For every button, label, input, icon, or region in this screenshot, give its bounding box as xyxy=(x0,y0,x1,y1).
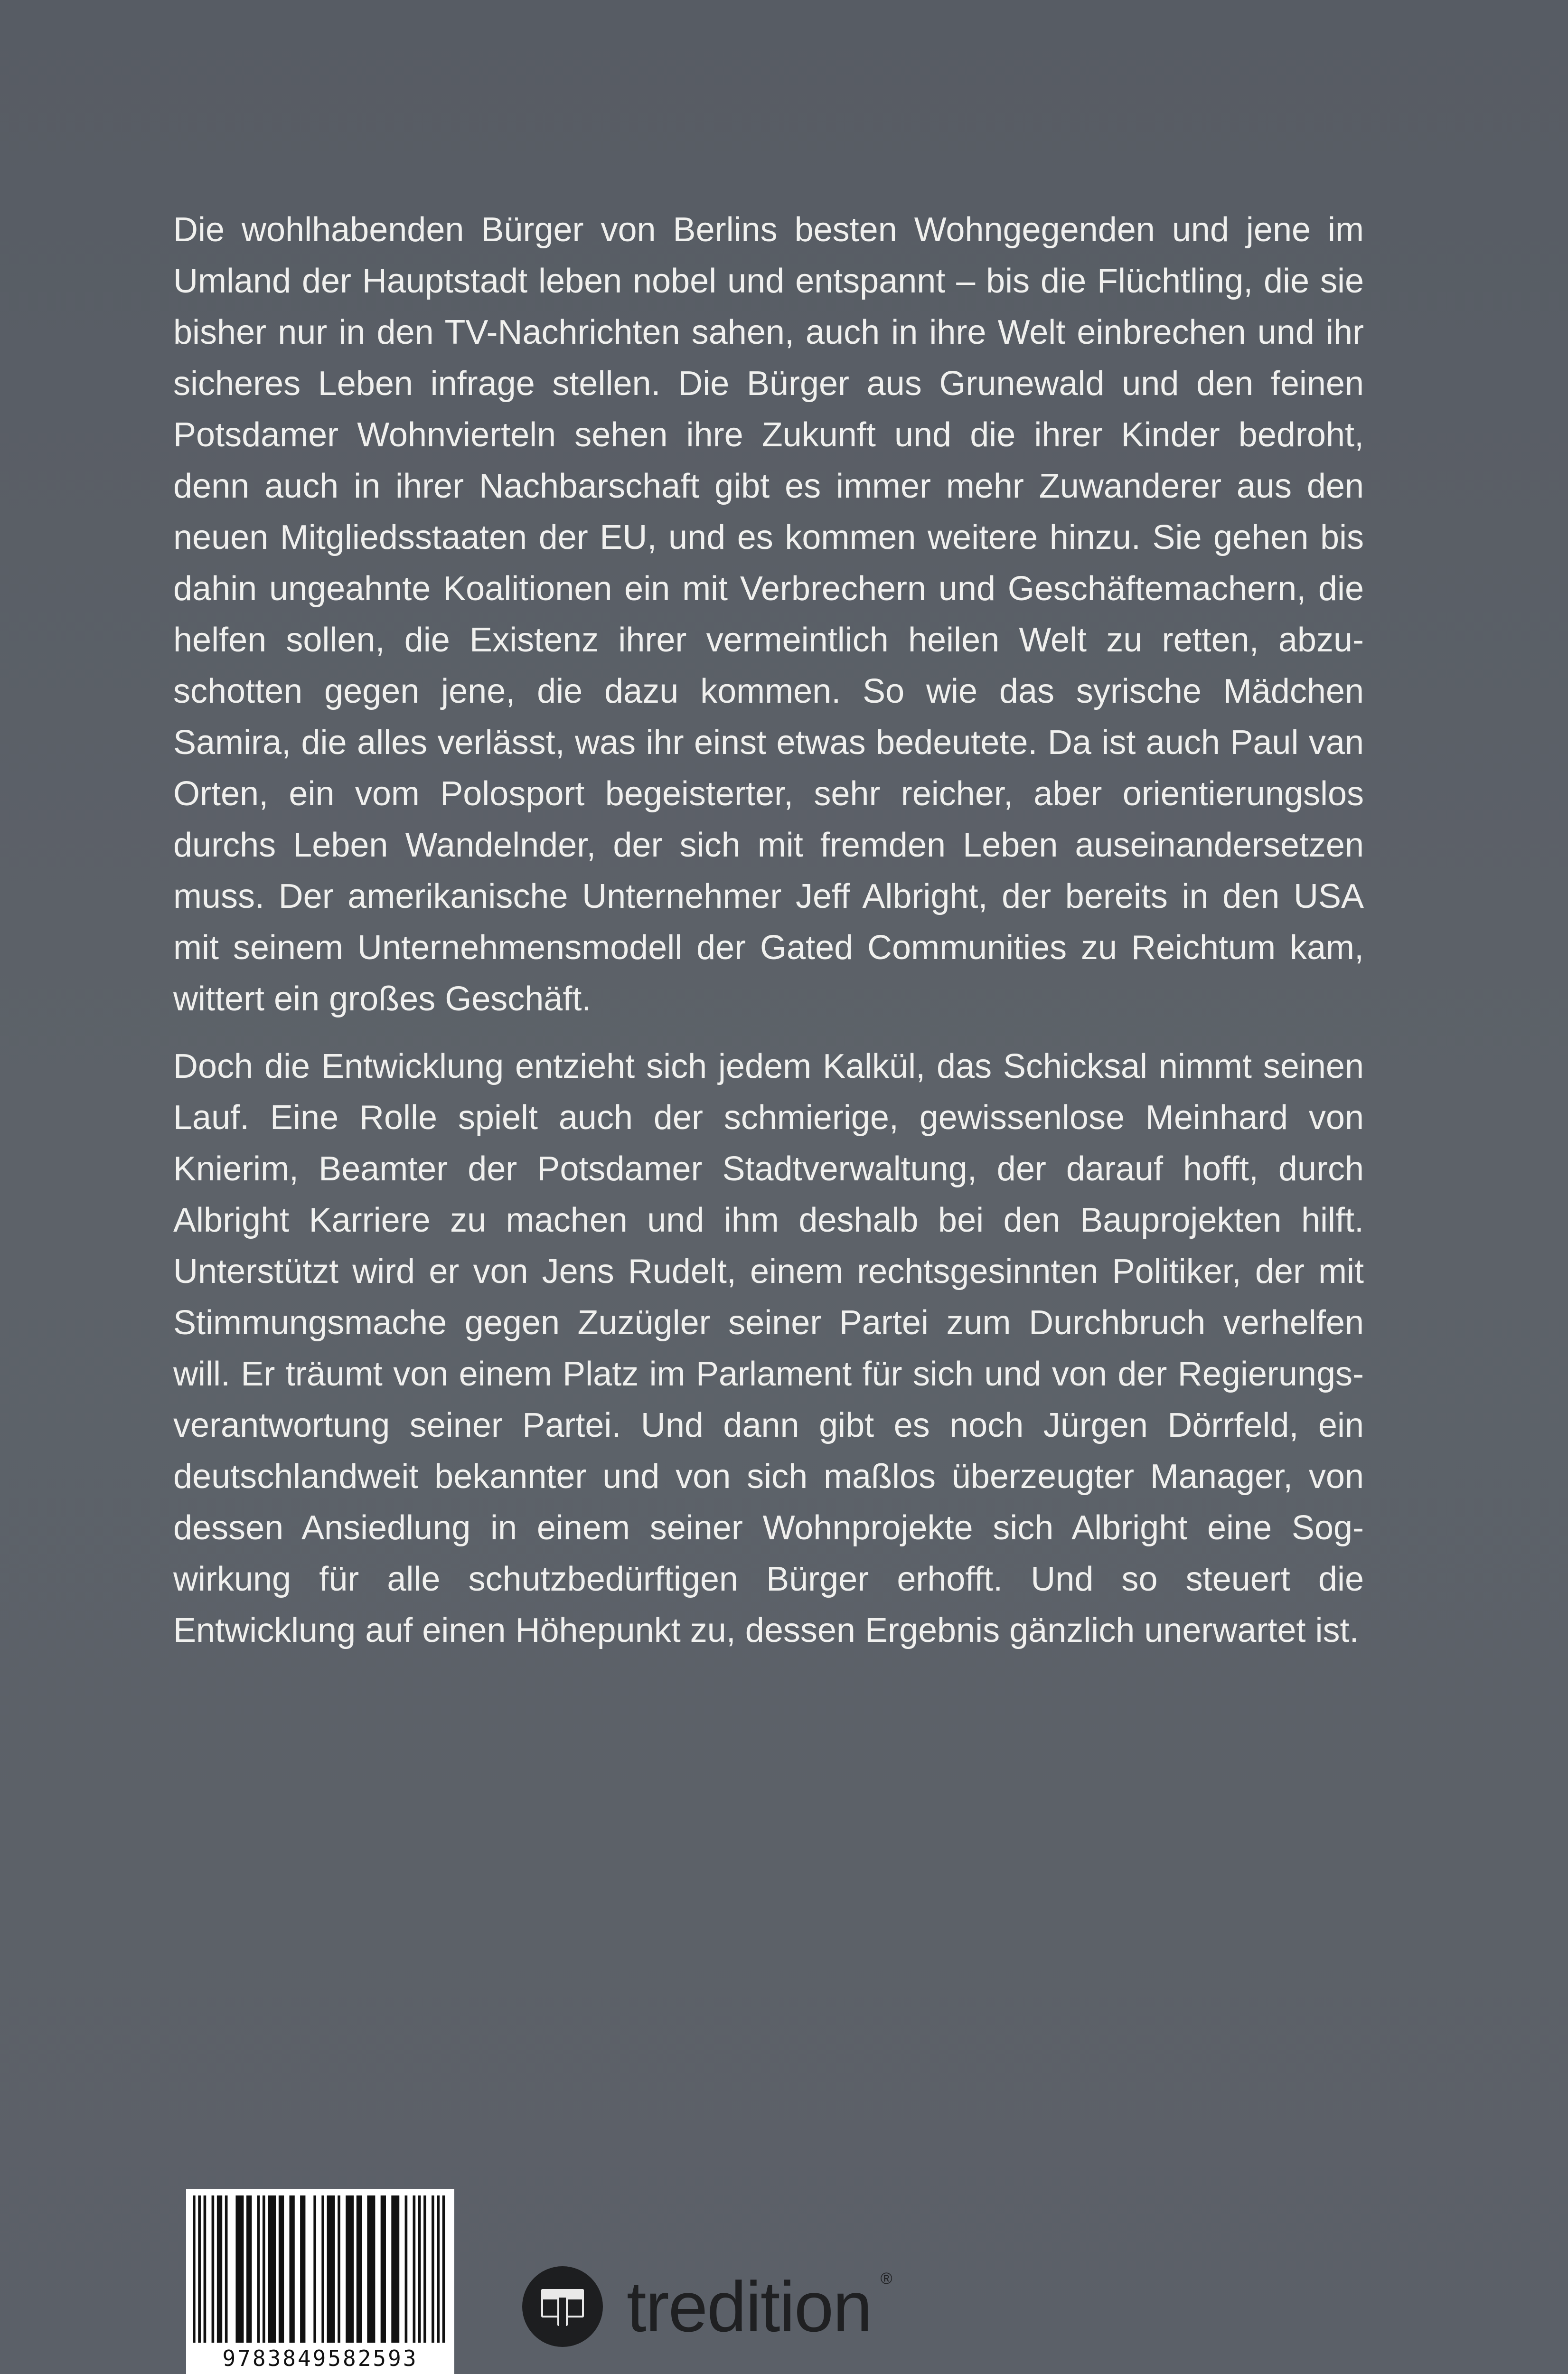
barcode-bars xyxy=(193,2195,448,2343)
barcode-bar xyxy=(198,2195,201,2343)
barcode-bar xyxy=(413,2195,416,2343)
blurb-paragraph-2: Doch die Entwicklung entzieht sich jedem Kalkül, das Schicksal nimmt seinen Lauf. Eine Rolle spielt auch der schmierige, gewissenlose Meinhard von Knierim, Beamter der Potsdamer Stadtverwaltung, der darauf hofft, durch Albright Karriere zu machen und ihm deshalb bei den Bauprojekten hilft. Unterstützt wird er von Jens Rudelt, einem rechtsgesinnten Politiker, der mit Stimmungsmache gegen Zuzügler seiner Partei zum Durchbruch verhelfen will. Er träumt von einem Platz im Parlament für sich und von der Regierungsverantwortung seiner Partei. Und dann gibt es noch Jürgen Dörrfeld, ein deutschlandweit bekannter und von sich maßlos überzeugter Manager, von dessen Ansiedlung in einem seiner Wohnprojekte sich Albright eine Sogwirkung für alle schutzbedürftigen Bürger erhofft. Und so steuert die Entwicklung auf einen Höhepunkt zu, dessen Ergebnis gänzlich unerwartet ist. xyxy=(173,1047,1364,1649)
barcode-bar xyxy=(204,2195,207,2343)
blurb-text xyxy=(173,204,1364,1672)
barcode-bar xyxy=(279,2195,284,2343)
barcode-bar xyxy=(313,2195,316,2343)
publisher-logo xyxy=(522,2264,892,2349)
barcode-bar xyxy=(300,2195,305,2343)
barcode-bar xyxy=(321,2195,324,2343)
barcode-bar xyxy=(432,2195,434,2343)
barcode-bar xyxy=(217,2195,222,2343)
blurb-paragraph-1: Die wohlhabenden Bürger von Berlins besten Wohngegenden und jene im Umland der Hauptstadt leben nobel und entspannt – bis die Flüchtling, die sie bisher nur in den TV-Nachrichten sahen, auch in ihre Welt einbrechen und ihr sicheres Leben infrage stellen. Die Bürger aus Grunewald und den feinen Potsdamer Wohnvierteln sehen ihre Zukunft und die ihrer Kinder bedroht, denn auch in ihrer Nachbarschaft gibt es immer mehr Zuwanderer aus den neuen Mitgliedsstaaten der EU, und es kommen weitere hinzu. Sie gehen bis dahin ungeahnte Koalitionen ein mit Verbrechern und Geschäftemachern, die helfen sollen, die Existenz ihrer vermeintlich heilen Welt zu retten, abzuschotten gegen jene, die dazu kommen. So wie das syrische Mädchen Samira, die alles verlässt, was ihr einst etwas bedeutete. Da ist auch Paul van Orten, ein vom Polosport begeisterter, sehr reicher, aber orientierungslos durchs Leben Wandelnder, der sich mit fremden Leben auseinandersetzen muss. Der amerikanische Unternehmer Jeff Albright, der bereits in den USA mit seinem Unternehmensmodell der Gated Communities zu Reichtum kam, wittert ein großes Geschäft. xyxy=(173,211,1364,1018)
barcode-bar xyxy=(327,2195,335,2343)
barcode-bar xyxy=(235,2195,244,2343)
barcode-bar xyxy=(423,2195,426,2343)
barcode-bar xyxy=(193,2195,196,2343)
barcode-bar xyxy=(357,2195,362,2343)
registered-mark: ® xyxy=(880,2269,892,2288)
tredition-t-logo-icon xyxy=(522,2266,603,2347)
barcode-bar xyxy=(391,2195,399,2343)
barcode-bar xyxy=(212,2195,215,2343)
barcode-bar xyxy=(381,2195,386,2343)
barcode-bar xyxy=(263,2195,265,2343)
barcode-bar xyxy=(346,2195,354,2343)
barcode-bar xyxy=(338,2195,340,2343)
barcode-bar xyxy=(268,2195,276,2343)
barcode-bar xyxy=(367,2195,375,2343)
barcode-bar xyxy=(289,2195,294,2343)
publisher-name-text: tredition xyxy=(627,2266,872,2346)
barcode-bar xyxy=(405,2195,408,2343)
isbn-barcode xyxy=(186,2189,454,2374)
barcode-bar xyxy=(418,2195,421,2343)
publisher-name xyxy=(627,2266,892,2348)
barcode-bar xyxy=(442,2195,445,2343)
barcode-bar xyxy=(437,2195,440,2343)
barcode-bar xyxy=(246,2195,252,2343)
barcode-bar xyxy=(257,2195,260,2343)
barcode-bar xyxy=(225,2195,228,2343)
isbn-number: 9783849582593 xyxy=(222,2346,418,2371)
